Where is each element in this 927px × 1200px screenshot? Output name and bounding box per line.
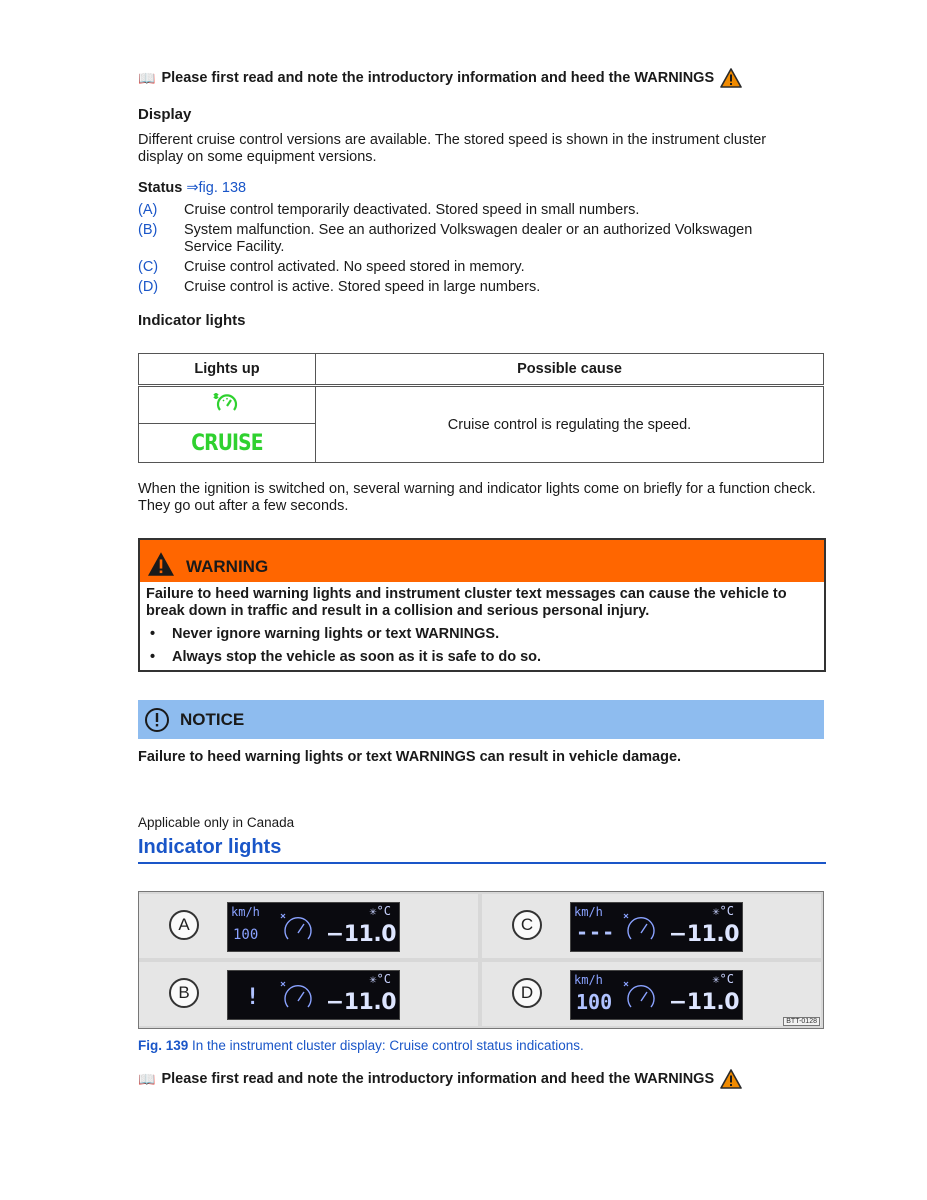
warning-bullet-text: Never ignore warning lights or text WARNINGS. <box>172 626 500 642</box>
indicator-table <box>138 353 824 463</box>
stored-speed: 100 <box>576 990 613 1014</box>
warning-bullet-text: Always stop the vehicle as soon as it is safe to do so. <box>172 649 542 665</box>
cruise-text-icon: CRUISE <box>191 430 263 456</box>
section-title: Indicator lights <box>138 836 826 864</box>
status-text: Cruise control activated. No speed stored in memory. <box>184 259 525 275</box>
book-icon: 📖 <box>138 69 156 86</box>
temperature-unit: ✳°C <box>369 904 391 918</box>
caption-label: Fig. 139 <box>138 1038 189 1053</box>
notice-header <box>138 700 824 739</box>
stored-speed: --- <box>576 920 616 944</box>
cluster-display <box>570 970 743 1020</box>
malfunction-indicator: ! <box>246 985 260 1010</box>
cruise-text-cell <box>139 424 316 463</box>
status-heading <box>138 180 246 196</box>
exclamation-circle-icon <box>144 707 170 733</box>
panel-letter: C <box>512 910 542 940</box>
figure-caption <box>138 1038 584 1053</box>
temperature-unit: ✳°C <box>712 904 734 918</box>
cruise-status-figure <box>138 891 824 1029</box>
warning-bullets <box>146 626 818 666</box>
status-list <box>138 202 818 299</box>
col-lights-up: Lights up <box>139 354 316 386</box>
ignition-note: When the ignition is switched on, several warning and indicator lights come on briefly for a function check. They go out after a few seconds. <box>138 481 816 514</box>
notice-title: NOTICE <box>180 709 245 729</box>
warning-triangle-icon <box>720 1069 742 1089</box>
status-text: System malfunction. See an authorized Volkswagen dealer or an authorized Volkswagen Service Facility. <box>184 222 753 255</box>
cluster-display <box>570 902 743 952</box>
cause-cell: Cruise control is regulating the speed. <box>316 386 824 463</box>
applicable-note: Applicable only in Canada <box>138 815 295 830</box>
temperature-unit: ✳°C <box>369 972 391 986</box>
cruise-gauge-icon <box>621 911 661 945</box>
panel-c <box>482 894 821 958</box>
warning-bullet: • Always stop the vehicle as soon as it is safe to do so. <box>150 649 542 665</box>
display-body: Different cruise control versions are available. The stored speed is shown in the instrument cluster display on some equipment versions. <box>138 132 767 165</box>
outside-temperature: −11.0 <box>325 990 396 1015</box>
display-heading: Display <box>138 106 192 123</box>
speed-unit: km/h <box>231 905 260 919</box>
warning-body <box>140 582 824 670</box>
warning-bullet: • Never ignore warning lights or text WARNINGS. <box>150 626 500 642</box>
status-item <box>138 279 818 296</box>
cruise-gauge-icon <box>278 979 318 1013</box>
status-text: Cruise control is active. Stored speed in large numbers. <box>184 279 541 295</box>
status-key: (C) <box>138 259 159 275</box>
speed-unit: km/h <box>574 973 603 987</box>
outro-note <box>138 1069 742 1089</box>
panel-a <box>139 894 478 958</box>
cluster-display <box>227 970 400 1020</box>
outside-temperature: −11.0 <box>668 922 739 947</box>
intro-text: Please first read and note the introductory information and heed the WARNINGS <box>161 70 715 86</box>
intro-note <box>138 68 742 88</box>
warning-title: WARNING <box>186 557 269 576</box>
notice-body: Failure to heed warning lights or text WARNINGS can result in vehicle damage. <box>138 749 682 765</box>
warning-text: Failure to heed warning lights and instrument cluster text messages can cause the vehicle to break down in traffic and result in a collision and serious personal injury. <box>146 586 787 619</box>
cluster-display <box>227 902 400 952</box>
cruise-gauge-icon <box>278 911 318 945</box>
col-possible-cause: Possible cause <box>316 354 824 386</box>
status-key: (A) <box>138 202 158 218</box>
warning-triangle-icon <box>146 551 176 577</box>
outside-temperature: −11.0 <box>325 922 396 947</box>
warning-header <box>140 540 824 582</box>
cruise-gauge-cell <box>139 386 316 424</box>
panel-letter: A <box>169 910 199 940</box>
status-key: (D) <box>138 279 159 295</box>
panel-d <box>482 962 821 1026</box>
status-label: Status <box>138 180 183 196</box>
outside-temperature: −11.0 <box>668 990 739 1015</box>
outro-text: Please first read and note the introductory information and heed the WARNINGS <box>161 1071 715 1087</box>
book-icon: 📖 <box>138 1070 156 1087</box>
cruise-gauge-icon <box>621 979 661 1013</box>
status-item <box>138 259 818 276</box>
status-item <box>138 202 818 219</box>
indicator-lights-heading: Indicator lights <box>138 312 246 329</box>
fig-138-link[interactable]: ⇒fig. 138 <box>186 180 247 196</box>
speed-unit: km/h <box>574 905 603 919</box>
stored-speed: 100 <box>233 927 259 943</box>
status-text: Cruise control temporarily deactivated. Stored speed in small numbers. <box>184 202 640 218</box>
cruise-control-gauge-icon <box>212 390 242 416</box>
figure-code: BTT-0128 <box>783 1017 820 1026</box>
panel-letter: B <box>169 978 199 1008</box>
status-key: (B) <box>138 222 158 238</box>
notice-box <box>138 700 824 766</box>
panel-letter: D <box>512 978 542 1008</box>
panel-b <box>139 962 478 1026</box>
warning-box <box>138 538 826 672</box>
caption-text: In the instrument cluster display: Cruise control status indications. <box>192 1038 584 1053</box>
warning-triangle-icon <box>720 68 742 88</box>
status-item <box>138 222 818 256</box>
temperature-unit: ✳°C <box>712 972 734 986</box>
